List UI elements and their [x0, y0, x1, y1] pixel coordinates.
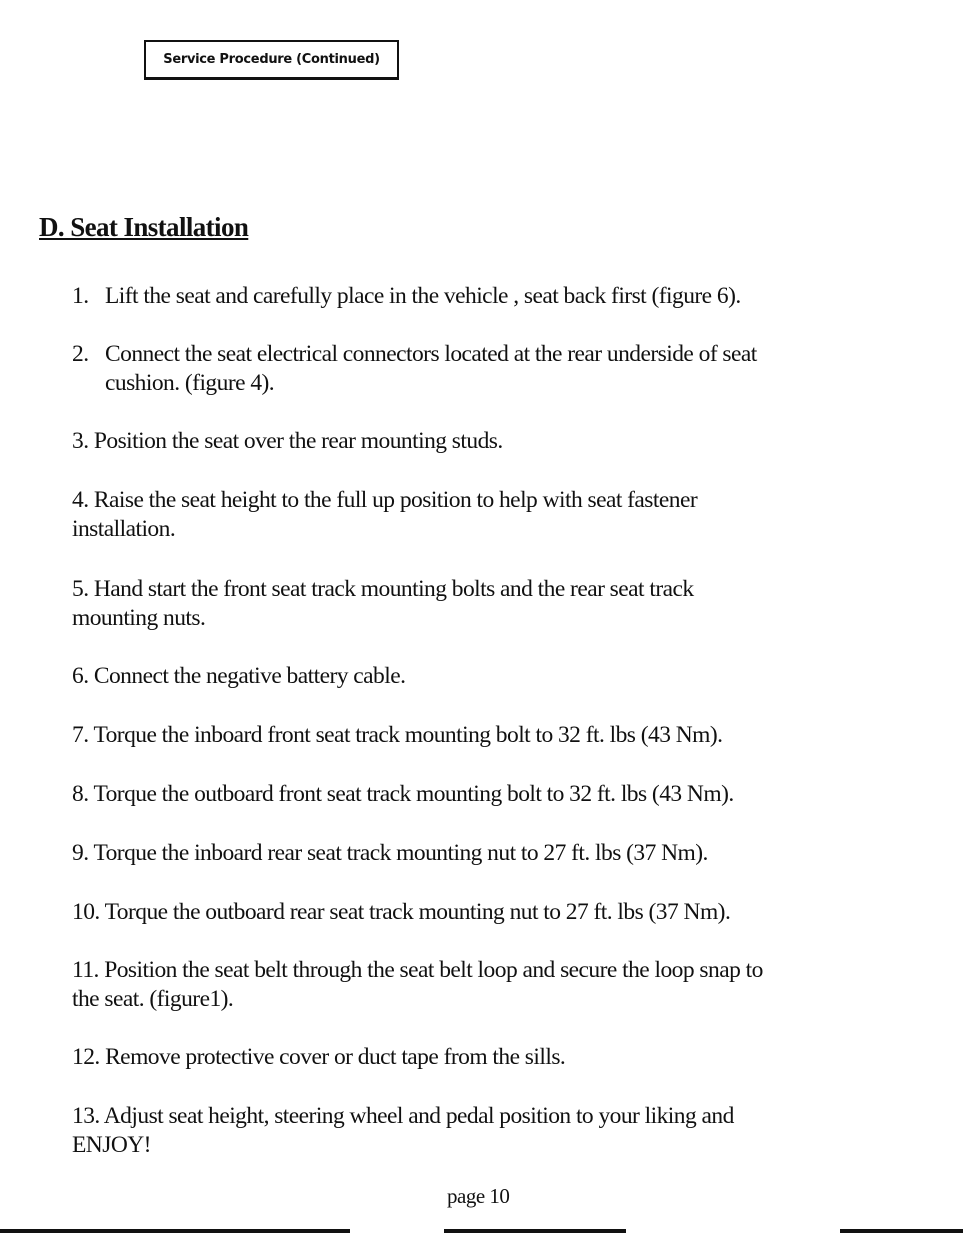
step-number: 3. — [72, 428, 89, 454]
step-text-continued: ENJOY! — [72, 1132, 151, 1158]
step-item — [72, 340, 757, 398]
step-text: Position the seat belt through the seat belt loop and secure the loop snap to — [104, 957, 763, 983]
step-text: Lift the seat and carefully place in the vehicle , seat back first (figure 6). — [105, 283, 741, 309]
page-number: page 10 — [447, 1184, 510, 1208]
step-text: Connect the negative battery cable. — [93, 663, 406, 689]
header-label: Service Procedure (Continued) — [163, 52, 380, 67]
step-item — [72, 575, 694, 633]
step-text-continued: cushion. (figure 4). — [105, 370, 275, 396]
step-item — [72, 486, 697, 544]
step-item — [72, 662, 405, 691]
step-item — [72, 1043, 565, 1072]
step-number: 6. — [72, 663, 89, 689]
step-text: Adjust seat height, steering wheel and pedal position to your liking and — [103, 1103, 734, 1129]
header-box — [144, 40, 399, 80]
step-text-continued: the seat. (figure1). — [72, 986, 234, 1012]
step-text-continued: mounting nuts. — [72, 605, 206, 631]
step-number: 2. — [72, 341, 89, 367]
step-text: Connect the seat electrical connectors located at the rear underside of seat — [105, 341, 757, 367]
step-text-continued: installation. — [72, 516, 176, 542]
step-text: Remove protective cover or duct tape from the sills. — [105, 1044, 566, 1070]
step-item — [72, 839, 708, 868]
step-item — [72, 780, 734, 809]
step-number: 9. — [72, 840, 89, 866]
step-text: Torque the inboard front seat track mounting bolt to 32 ft. lbs (43 Nm). — [93, 722, 723, 748]
step-number: 4. — [72, 487, 89, 513]
step-item — [72, 1102, 734, 1160]
step-item — [72, 282, 741, 311]
step-text: Torque the outboard rear seat track mounting nut to 27 ft. lbs (37 Nm). — [104, 899, 731, 925]
step-text: Hand start the front seat track mounting bolts and the rear seat track — [93, 576, 694, 602]
step-number: 12. — [72, 1044, 100, 1070]
step-item — [72, 898, 730, 927]
footer-rule — [444, 1229, 626, 1233]
step-item — [72, 427, 503, 456]
step-text: Raise the seat height to the full up position to help with seat fastener — [93, 487, 698, 513]
step-number: 10. — [72, 899, 100, 925]
step-number: 1. — [72, 283, 89, 309]
step-number: 13. — [72, 1103, 100, 1129]
step-number: 11. — [72, 957, 99, 983]
step-item — [72, 721, 722, 750]
section-title: D. Seat Installation — [39, 212, 249, 242]
footer-rule — [840, 1229, 963, 1233]
step-number: 7. — [72, 722, 89, 748]
step-item — [72, 956, 763, 1014]
step-text: Torque the outboard front seat track mounting bolt to 32 ft. lbs (43 Nm). — [93, 781, 734, 807]
step-text: Torque the inboard rear seat track mounting nut to 27 ft. lbs (37 Nm). — [93, 840, 708, 866]
step-text: Position the seat over the rear mounting studs. — [93, 428, 503, 454]
step-number: 8. — [72, 781, 89, 807]
footer-rule — [0, 1229, 350, 1233]
step-number: 5. — [72, 576, 89, 602]
